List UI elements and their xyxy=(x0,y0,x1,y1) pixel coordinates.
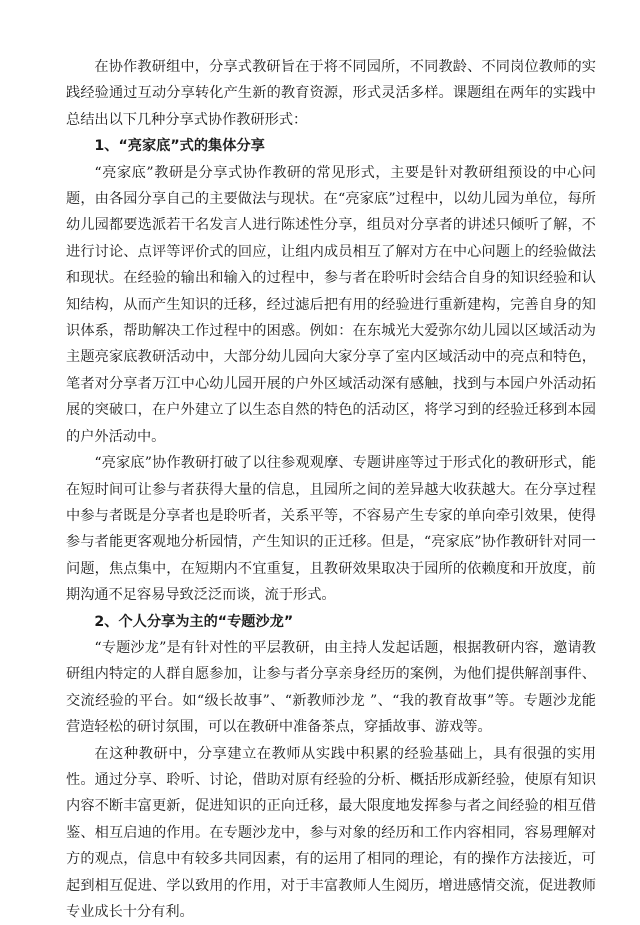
body-paragraph: 在这种教研中，分享建立在教师从实践中积累的经验基础上，具有很强的实用性。通过分享、聆听、讨论，借助对原有经验的分析、概括形成新经验，使原有知识内容不断丰富更新，促进知识的正向迁移，最大限度地发挥参与者之间经验的相互借鉴、相互启迪的作用。在专题沙龙中，参与对象的经历和工作内容相同，容易理解对方的观点，信息中有较多共同因素，有的运用了相同的理论，有的操作方法接近，可起到相互促进、学以致用的作用，对于丰富教师人生阅历，增进感情交流，促进教师专业成长十分有利。 xyxy=(66,745,596,920)
body-paragraph: “亮家底”协作教研打破了以往参观观摩、专题讲座等过于形式化的教研形式，能在短时间可让参与者获得大量的信息，且园所之间的差异越大收获越大。在分享过程中参与者既是分享者也是聆听者，关系平等，不容易产生专家的单向牵引效果，使得参与者能更客观地分析园情，产生知识的正迁移。但是，“亮家底”协作教研针对同一问题，焦点集中，在短期内不宜重复，且教研效果取决于园所的依赖度和开放度，前期沟通不足容易导致泛泛而谈，流于形式。 xyxy=(66,455,596,604)
body-paragraph: “亮家底”教研是分享式协作教研的常见形式，主要是针对教研组预设的中心问题，由各园分享自己的主要做法与现状。在“亮家底”过程中，以幼儿园为单位，每所幼儿园都要选派若干名发言人进行陈述性分享，组员对分享者的讲述只倾听了解，不进行讨论、点评等评价式的回应，让组内成员相互了解对方在中心问题上的经验做法和现状。在经验的输出和输入的过程中，参与者在聆听时会结合自身的知识经验和认知结构，从而产生知识的迁移，经过滤后把有用的经验进行重新建构，完善自身的知识体系，帮助解决工作过程中的困惑。例如：在东城光大爱弥尔幼儿园以区域活动为主题亮家底教研活动中，大部分幼儿园向大家分享了室内区域活动中的亮点和特色，笔者对分享者万江中心幼儿园开展的户外区域活动深有感触，找到与本园户外活动拓展的突破口，在户外建立了以生态自然的特色的活动区，将学习到的经验迁移到本园的户外活动中。 xyxy=(66,164,596,445)
section-heading-2: 2、个人分享为主的“专题沙龙” xyxy=(94,613,294,630)
body-paragraph: “专题沙龙”是有针对性的平层教研，由主持人发起话题，根据教研内容，邀请教研组内特定的人群自愿参加，让参与者分享亲身经历的案例，为他们提供解剖事件、交流经验的平台。如“级长故事”、“新教师沙龙 ”、“我的教育故事”等。专题沙龙能营造轻松的研讨氛围，可以在教研中准备茶点，穿插故事、游戏等。 xyxy=(66,639,596,736)
intro-paragraph: 在协作教研组中，分享式教研旨在于将不同园所，不同教龄、不同岗位教师的实践经验通过互动分享转化产生新的教育资源，形式灵活多样。课题组在两年的实践中总结出以下几种分享式协作教研形式： xyxy=(66,59,596,128)
section-heading-1: 1、“亮家底”式的集体分享 xyxy=(94,138,265,155)
